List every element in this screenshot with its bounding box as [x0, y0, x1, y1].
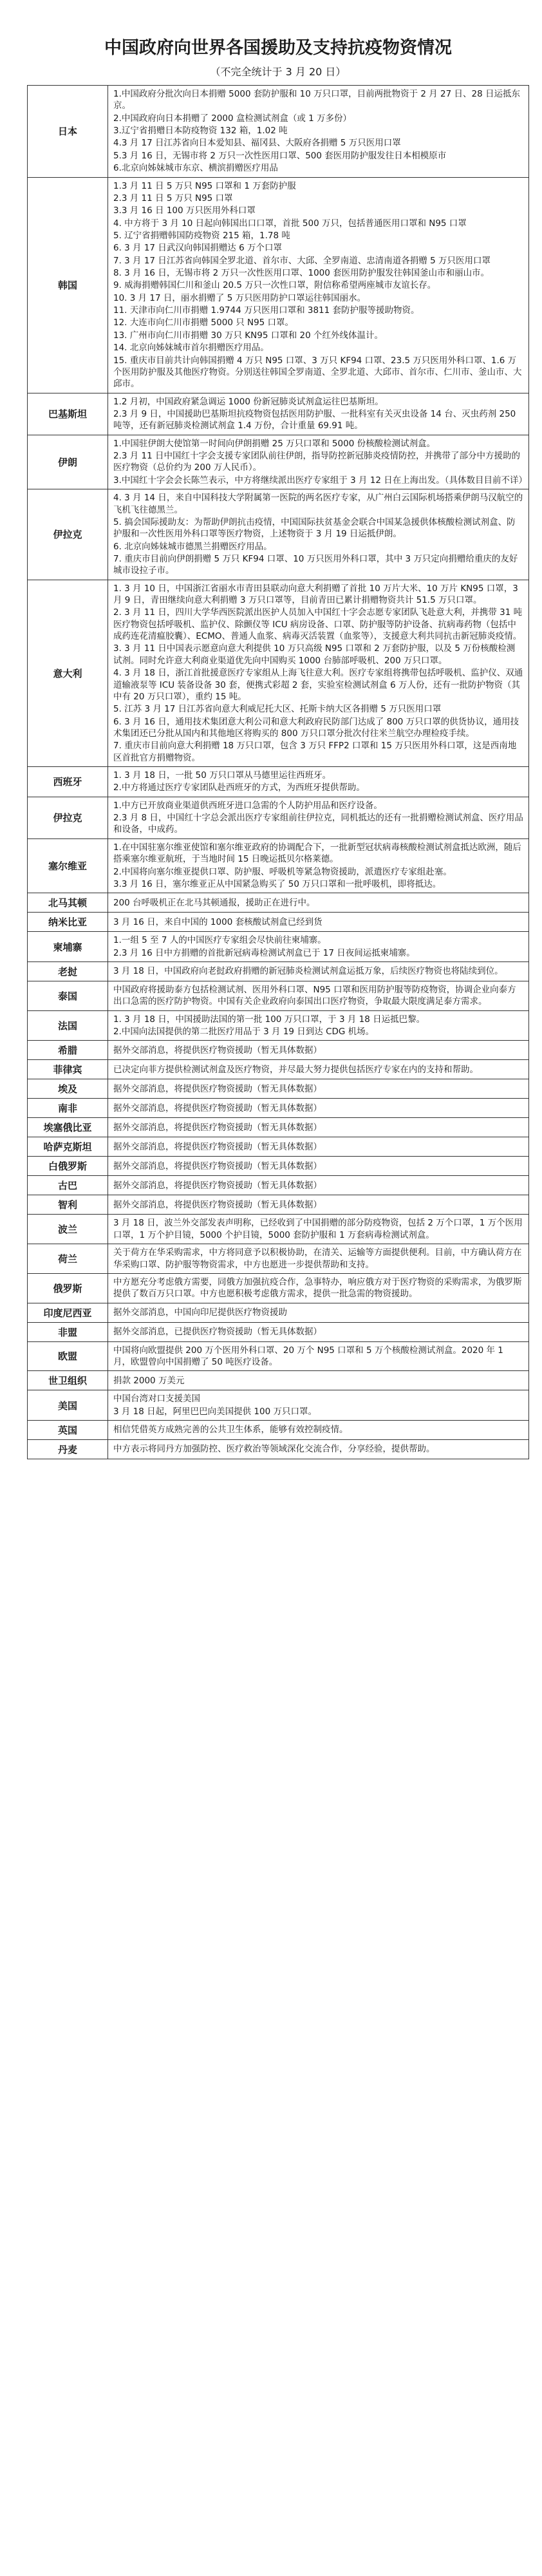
aid-item: 7. 重庆市目前向伊朗捐赠 5 万只 KF94 口罩、10 万只医用外科口罩，其中 3 万只定向捐赠给重庆的友好城市设拉子市。: [113, 553, 518, 576]
country-cell: 塞尔维亚: [28, 838, 108, 893]
aid-item: 3.3 月 16 日，塞尔维亚正从中国紧急购买了 50 万只口罩和一批呼吸机，即将抵达。: [113, 878, 442, 889]
aid-item: 1.中方已开放商业渠道供西班牙进口急需的个人防护用品和医疗设备。: [113, 800, 382, 811]
aid-item: 据外交部消息，将提供医疗物资援助（暂无具体数据）: [113, 1141, 322, 1152]
aid-item: 3 月 18 日，波兰外交部发表声明称，已经收到了中国捐赠的部分防疫物资，包括 2 万个口罩，1 万个医用口罩，1 万个护目镜，5000 个护目镜，5000 套防护服和 1 万套病毒检测试剂盒。: [113, 1218, 523, 1240]
country-cell: 印度尼西亚: [28, 1303, 108, 1322]
aid-details-cell: [108, 1421, 529, 1440]
table-row: [28, 1176, 529, 1195]
country-cell: 伊朗: [28, 435, 108, 489]
aid-details-cell: [108, 981, 529, 1011]
country-cell: 柬埔寨: [28, 932, 108, 962]
table-row: [28, 1157, 529, 1176]
aid-details-cell: [108, 580, 529, 766]
country-cell: 法国: [28, 1010, 108, 1041]
page-subtitle: （不完全统计于 3 月 20 日）: [210, 66, 346, 78]
aid-details-cell: [108, 1010, 529, 1041]
country-cell: 菲律宾: [28, 1060, 108, 1079]
country-cell: 荷兰: [28, 1244, 108, 1274]
table-row: [28, 893, 529, 913]
country-cell: 古巴: [28, 1176, 108, 1195]
country-cell: 埃及: [28, 1079, 108, 1099]
aid-details-cell: [108, 932, 529, 962]
aid-item: 9. 威海捐赠韩国仁川和釜山 20.5 万只一次性口罩，附信称希望两座城市友谊长存。: [113, 280, 436, 291]
country-cell: 俄罗斯: [28, 1273, 108, 1303]
aid-item: 3.3 月 16 日 100 万只医用外科口罩: [113, 205, 256, 216]
aid-item: 3.辽宁省捐赠日本防疫物资 132 箱，1.02 吨: [113, 126, 288, 137]
aid-item: 11. 天津市向仁川市捐赠 1.9744 万只医用口罩和 3811 套防护服等援助物资。: [113, 305, 420, 316]
country-cell: 日本: [28, 86, 108, 178]
aid-item: 6. 北京向姊妹城市德黑兰捐赠医疗用品。: [113, 541, 272, 552]
country-cell: 智利: [28, 1195, 108, 1215]
aid-item: 4. 3 月 18 日，浙江首批援意医疗专家组从上海飞往意大利。医疗专家组将携带包括呼吸机、监护仪、双通道输液泵等 ICU 装备设备 30 套，便携式彩超 2 套，实验室检测试剂盒 6 万人份，还有一批防护物资（其中有 20 万只口罩），重约 15 吨。: [113, 668, 523, 702]
aid-details-cell: [108, 1157, 529, 1176]
aid-item: 关于荷方在华采购需求，中方将同意予以积极协助，在清关、运输等方面提供便利。目前，中方确认荷方在华采购口罩、防护服等物资需求，中方也愿进一步提供帮助和支持。: [113, 1247, 522, 1270]
table-row: [28, 1244, 529, 1274]
aid-item: 5.3 月 16 日，无锡市将 2 万只一次性医用口罩、500 套医用防护服发往日本相模原市: [113, 150, 447, 161]
aid-item: 2.3 月 16 日中方捐赠的首批新冠病毒检测试剂盒已于 17 日夜间运抵柬埔寨。: [113, 947, 415, 958]
aid-table: [27, 85, 529, 1459]
aid-details-cell: [108, 1244, 529, 1274]
table-row: [28, 1303, 529, 1322]
country-cell: 丹麦: [28, 1440, 108, 1459]
aid-item: 中方愿充分考虑俄方需要，同俄方加强抗疫合作，急事特办，响应俄方对于医疗物资的采购需求，为俄罗斯提供了数百万只口罩。中方也愿积极考虑俄方需求，提供一批急需的物资援助。: [113, 1276, 522, 1300]
page-title: 中国政府向世界各国援助及支持抗疫物资情况: [104, 38, 452, 58]
country-cell: 纳米比亚: [28, 913, 108, 932]
aid-details-cell: [108, 1195, 529, 1215]
aid-details-cell: [108, 1440, 529, 1459]
aid-details-cell: [108, 1041, 529, 1060]
aid-details-cell: [108, 86, 529, 178]
aid-details-cell: [108, 1303, 529, 1322]
aid-item: 3 月 16 日，来自中国的 1000 套核酸试剂盒已经到货: [113, 916, 322, 927]
country-cell: 意大利: [28, 580, 108, 766]
table-row: [28, 981, 529, 1011]
aid-details-cell: [108, 1215, 529, 1244]
table-row: [28, 1099, 529, 1118]
aid-item: 1. 3 月 10 日，中国浙江省丽水市青田县联动向意大利捐赠了首批 10 万片大米、10 万片 KN95 口罩，3 月 9 日，青田继续向意大利捐赠 3 万只口罩等，目前青田已累计捐赠物资共计 51.5 万只口罩。: [113, 583, 518, 606]
aid-item: 1.2 月初，中国政府紧急调运 1000 份新冠肺炎试剂盒运往巴基斯坦。: [113, 396, 384, 407]
aid-item: 中国政府将援助泰方包括检测试剂、医用外科口罩、N95 口罩和医用防护服等防疫物资，协调企业向泰方出口急需的医疗防护物资。中国有关企业政府向泰国出口医疗物资，争取最大限度满足泰方需求。: [113, 985, 516, 1007]
table-row: [28, 393, 529, 435]
aid-item: 8. 3 月 16 日，无锡市将 2 万只一次性医用口罩、1000 套医用防护服发往韩国釜山市和丽山市。: [113, 268, 490, 279]
aid-details-cell: [108, 797, 529, 838]
aid-item: 中方表示将同丹方加强防控、医疗救治等领域深化交流合作，分享经验，提供帮助。: [113, 1444, 435, 1455]
aid-item: 3 月 18 日起，阿里巴巴向美国提供 100 万只口罩。: [113, 1406, 317, 1417]
table-row: [28, 1041, 529, 1060]
country-cell: 南非: [28, 1099, 108, 1118]
document-page: [27, 0, 529, 1459]
aid-item: 中国台湾对口支援美国: [113, 1394, 200, 1405]
aid-item: 中国将向欧盟提供 200 万个医用外科口罩、20 万个 N95 口罩和 5 万个核酸检测试剂盒。2020 年 1 月，欧盟曾向中国捐赠了 50 吨医疗设备。: [113, 1345, 503, 1367]
aid-details-cell: [108, 1060, 529, 1079]
aid-item: 据外交部消息，中国向印尼提供医疗物资援助: [113, 1307, 287, 1318]
aid-details-cell: [108, 1079, 529, 1099]
aid-item: 6.北京向姊妹城市东京、横滨捐赠医疗用品: [113, 163, 278, 174]
aid-details-cell: [108, 962, 529, 981]
country-cell: 波兰: [28, 1215, 108, 1244]
table-row: [28, 1118, 529, 1137]
aid-item: 据外交部消息，将提供医疗物资援助（暂无具体数据）: [113, 1122, 322, 1133]
aid-item: 7. 3 月 17 日江苏省向韩国全罗北道、首尔市、大邱、全罗南道、忠清南道各捐赠 5 万只医用口罩: [113, 255, 491, 266]
aid-details-cell: [108, 913, 529, 932]
aid-item: 1.中国政府分批次向日本捐赠 5000 套防护服和 10 万只口罩，目前两批物资于 2 月 27 日、28 日运抵东京。: [113, 89, 520, 111]
country-cell: 泰国: [28, 981, 108, 1011]
table-row: [28, 1273, 529, 1303]
table-row: [28, 797, 529, 838]
table-row: [28, 913, 529, 932]
aid-item: 4. 3 月 14 日，来自中国科技大学附属第一医院的两名医疗专家，从广州白云国际机场搭乘伊朗马汉航空的飞机飞往德黑兰。: [113, 493, 523, 515]
country-cell: 哈萨克斯坦: [28, 1137, 108, 1157]
aid-details-cell: [108, 1371, 529, 1390]
table-row: [28, 1195, 529, 1215]
aid-item: 6. 3 月 17 日武汉向韩国捐赠达 6 万个口罩: [113, 243, 282, 254]
table-row: [28, 177, 529, 393]
table-row: [28, 962, 529, 981]
table-row: [28, 435, 529, 489]
country-cell: 伊拉克: [28, 489, 108, 580]
aid-item: 5. 辽宁省捐赠韩国防疫物资 215 箱，1.78 吨: [113, 230, 290, 241]
table-row: [28, 1137, 529, 1157]
aid-details-cell: [108, 1341, 529, 1371]
aid-item: 2.3 月 11 日 5 万只 N95 口罩: [113, 193, 233, 204]
aid-item: 据外交部消息，将提供医疗物资援助（暂无具体数据）: [113, 1160, 322, 1171]
aid-details-cell: [108, 767, 529, 797]
aid-item: 1.一组 5 至 7 人的中国医疗专家组会尽快前往柬埔寨。: [113, 935, 326, 946]
aid-item: 2.中国向法国提供的第二批医疗用品于 3 月 19 日到达 CDG 机场。: [113, 1027, 375, 1037]
aid-item: 1.在中国驻塞尔维亚使馆和塞尔维亚政府的协调配合下，一批新型冠状病毒核酸检测试剂盒抵达欧洲，随后搭乘塞尔维亚航班，于当地时间 15 日晚运抵贝尔格莱德。: [113, 842, 521, 865]
aid-item: 相信凭借英方成熟完善的公共卫生体系，能够有效控制疫情。: [113, 1425, 348, 1435]
table-row: [28, 1079, 529, 1099]
aid-details-cell: [108, 893, 529, 913]
aid-details-cell: [108, 1390, 529, 1421]
aid-item: 已决定向菲方提供检测试剂盒及医疗物资，并尽最大努力提供包括医疗专家在内的支持和帮助。: [113, 1064, 478, 1075]
aid-item: 2. 3 月 11 日，四川大学华西医院派出医护人员加入中国红十字会志愿专家团队飞赴意大利，并携带 31 吨医疗物资包括呼吸机、监护仪、除颤仪等 ICU 病房设备、口罩、防护服等防护设备、抗病毒药物（包括中成药连花清瘟胶囊）、ECMO、普通人血浆、病毒灭活装置（血浆等），支援意大利共同抗击新冠肺炎疫情。: [113, 607, 523, 642]
country-cell: 英国: [28, 1421, 108, 1440]
aid-item: 捐款 2000 万美元: [113, 1375, 185, 1386]
aid-details-cell: [108, 1137, 529, 1157]
aid-details-cell: [108, 1273, 529, 1303]
aid-item: 2.3 月 11 日中国红十字会支援专家团队前往伊朗，指导防控新冠肺炎疫情防控，并携带了部分中方援助的医疗物资（总价约为 200 万人民币）。: [113, 451, 521, 473]
aid-item: 4.3 月 17 日江苏省向日本爱知县、福冈县、大阪府各捐赠 5 万只医用口罩: [113, 138, 401, 149]
table-row: [28, 489, 529, 580]
country-cell: 欧盟: [28, 1341, 108, 1371]
table-row: [28, 86, 529, 178]
aid-item: 3. 3 月 11 日中国表示愿意向意大利提供 10 万只高级 N95 口罩和 2 万套防护服，以及 5 万份核酸检测试剂。同时允许意大利商业渠道优先向中国购买 1000 台肺部呼吸机、200 万只口罩。: [113, 643, 516, 666]
country-cell: 美国: [28, 1390, 108, 1421]
aid-item: 5. 搞会国际援助友：为帮助伊朗抗击疫情，中国国际扶贫基金会联合中国某急援供体核酸检测试剂盒、防护服和一次性医用外科口罩等医疗物资，上述物资于 3 月 19 日运抵伊朗。: [113, 516, 516, 540]
aid-item: 据外交部消息，将提供医疗物资援助（暂无具体数据）: [113, 1180, 322, 1191]
aid-item: 200 台呼吸机正在北马其顿通报，援助正在进行中。: [113, 897, 315, 908]
aid-details-cell: [108, 489, 529, 580]
aid-item: 3 月 18 日，中国政府向老挝政府捐赠的新冠肺炎检测试剂盒运抵万象，后续医疗物资也将陆续到位。: [113, 966, 503, 977]
aid-item: 2.3 月 8 日，中国红十字总会派出医疗专家组前往伊拉克，同机抵达的还有一批捐赠检测试剂盒、医疗用品和设备，中成药。: [113, 813, 523, 835]
aid-details-cell: [108, 1118, 529, 1137]
table-row: [28, 1421, 529, 1440]
country-cell: 老挝: [28, 962, 108, 981]
aid-item: 15. 重庆市目前共计向韩国捐赠 4 万只 N95 口罩、3 万只 KF94 口罩、23.5 万只医用外科口罩、1.6 万个医用防护服及其他医疗物资。分别送往韩国全罗南道、全罗北道、大邱市、首尔市、仁川市、釜山市、大邱市。: [113, 355, 522, 390]
aid-item: 4. 中方将于 3 月 10 日起向韩国出口口罩，首批 500 万只，包括普通医用口罩和 N95 口罩: [113, 218, 467, 229]
aid-item: 1. 3 月 18 日，中国援助法国的第一批 100 万只口罩，于 3 月 18 日运抵巴黎。: [113, 1014, 425, 1025]
table-row: [28, 1215, 529, 1244]
country-cell: 世卫组织: [28, 1371, 108, 1390]
table-row: [28, 1440, 529, 1459]
aid-item: 据外交部消息，将提供医疗物资援助（暂无具体数据）: [113, 1199, 322, 1210]
table-row: [28, 1060, 529, 1079]
aid-item: 12. 大连市向仁川市捐赠 5000 只 N95 口罩。: [113, 317, 294, 328]
country-cell: 巴基斯坦: [28, 393, 108, 435]
aid-item: 1.3 月 11 日 5 万只 N95 口罩和 1 万套防护服: [113, 180, 296, 191]
aid-details-cell: [108, 435, 529, 489]
table-row: [28, 767, 529, 797]
aid-item: 6. 3 月 16 日，通用技术集团意大利公司和意大利政府民防部门达成了 800 万只口罩的供货协议，通用技术集团还已分批从国内和其他地区将购买的 800 万只口罩分批次付往米兰航空办理检疫手续。: [113, 716, 519, 739]
country-cell: 北马其顿: [28, 893, 108, 913]
table-row: [28, 580, 529, 766]
aid-item: 13. 广州市向仁川市捐赠 30 万只 KN95 口罩和 20 个红外线体温计。: [113, 330, 383, 341]
aid-table-body: [28, 86, 529, 1459]
table-row: [28, 1010, 529, 1041]
table-row: [28, 932, 529, 962]
aid-item: 2.中方将通过医疗专家团队赴西班牙的方式，为西班牙提供帮助。: [113, 782, 365, 793]
aid-item: 据外交部消息，已提供医疗物资援助（暂无具体数据）: [113, 1326, 322, 1337]
aid-details-cell: [108, 838, 529, 893]
table-row: [28, 838, 529, 893]
table-row: [28, 1322, 529, 1341]
country-cell: 西班牙: [28, 767, 108, 797]
aid-item: 2.中国政府向日本捐赠了 2000 盒检测试剂盒（或 1 万多份）: [113, 113, 351, 124]
aid-item: 5. 江苏 3 月 17 日江苏省向意大利威尼托大区、托斯卡纳大区各捐赠 5 万只医用口罩: [113, 704, 442, 715]
aid-details-cell: [108, 393, 529, 435]
aid-details-cell: [108, 1176, 529, 1195]
table-row: [28, 1390, 529, 1421]
country-cell: 希腊: [28, 1041, 108, 1060]
aid-item: 3.中国红十字会会长陈竺表示，中方将继续派出医疗专家组于 3 月 12 日在上海出发。（具体数目目前不详）: [113, 475, 528, 486]
aid-details-cell: [108, 177, 529, 393]
aid-item: 2.中国将向塞尔维亚提供口罩、防护服、呼吸机等紧急物资援助，派遣医疗专家组赴塞。: [113, 866, 452, 877]
table-row: [28, 1371, 529, 1390]
country-cell: 非盟: [28, 1322, 108, 1341]
aid-item: 据外交部消息，将提供医疗物资援助（暂无具体数据）: [113, 1083, 322, 1094]
aid-item: 1.中国驻伊朗大使馆第一时间向伊朗捐赠 25 万只口罩和 5000 份核酸检测试剂盒。: [113, 438, 436, 449]
aid-item: 14. 北京向姊妹城市首尔捐赠医疗用品。: [113, 343, 269, 354]
aid-item: 1. 3 月 18 日，一批 50 万只口罩从马德里运往西班牙。: [113, 770, 332, 781]
country-cell: 伊拉克: [28, 797, 108, 838]
aid-details-cell: [108, 1099, 529, 1118]
table-row: [28, 1341, 529, 1371]
aid-item: 据外交部消息，将提供医疗物资援助（暂无具体数据）: [113, 1103, 322, 1113]
country-cell: 韩国: [28, 177, 108, 393]
country-cell: 埃塞俄比亚: [28, 1118, 108, 1137]
aid-item: 7. 重庆市目前向意大利捐赠 18 万只口罩，包含 3 万只 FFP2 口罩和 15 万只医用外科口罩，这是西南地区首批官方捐赠物资。: [113, 741, 517, 763]
aid-details-cell: [108, 1322, 529, 1341]
country-cell: 白俄罗斯: [28, 1157, 108, 1176]
aid-item: 据外交部消息，将提供医疗物资援助（暂无具体数据）: [113, 1045, 322, 1056]
aid-item: 10. 3 月 17 日，丽水捐赠了 5 万只医用防护口罩运往韩国丽水。: [113, 292, 366, 303]
aid-item: 2.3 月 9 日，中国援助巴基斯坦抗疫物资包括医用防护服、一批科室有关灭虫设备 14 台、灭虫药剂 250 吨等，还有新冠肺炎检测试剂盒 1.4 万份，合计重量 69.91 吨。: [113, 408, 516, 431]
